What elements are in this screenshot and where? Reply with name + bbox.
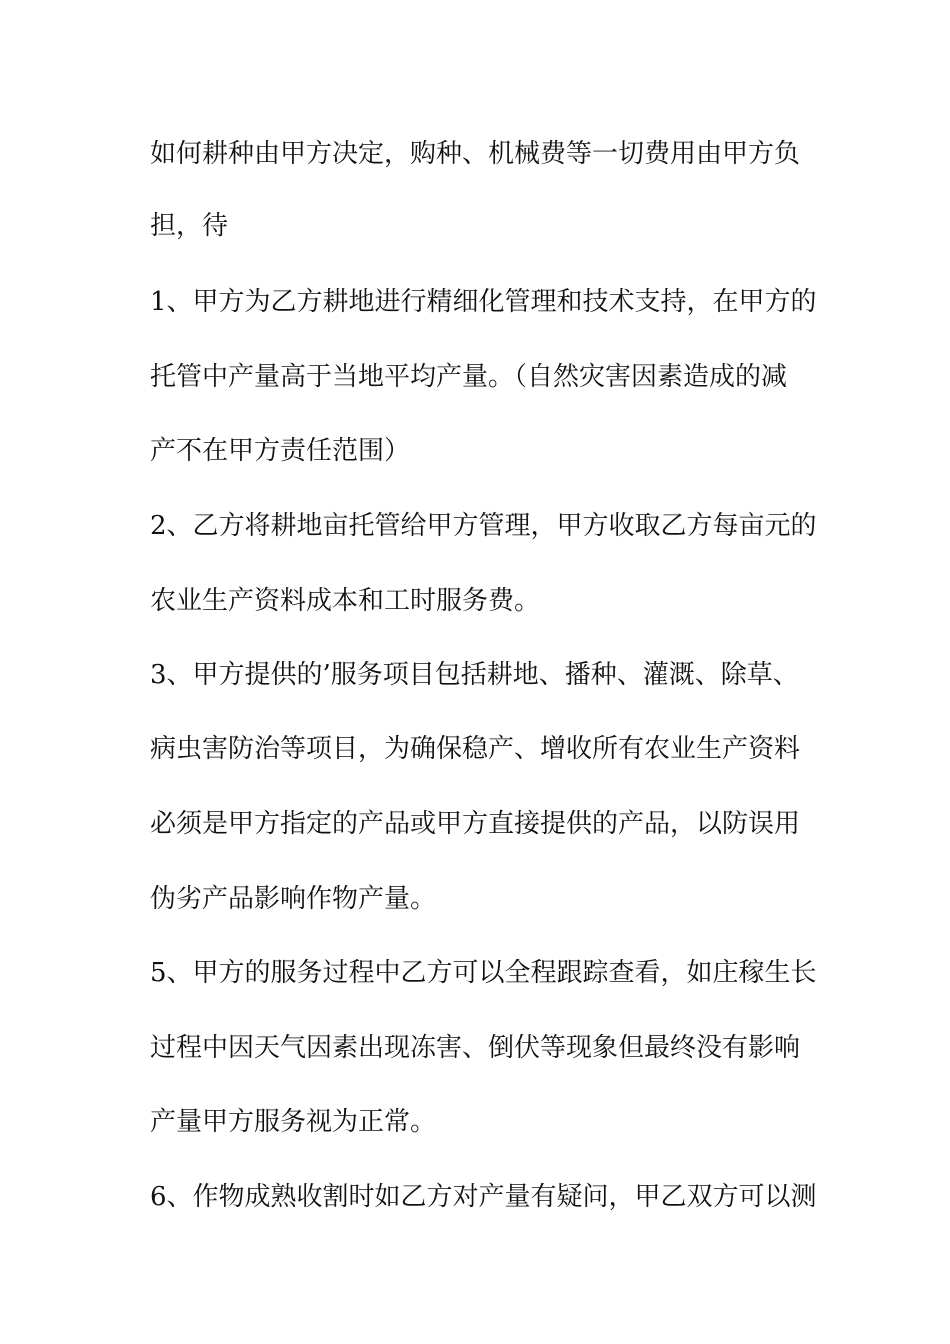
body-text-line: 担，待: [150, 211, 229, 241]
clause-1-line: 1、甲方为乙方耕地进行精细化管理和技术支持，在甲方的: [150, 287, 817, 317]
body-text-line: 伪劣产品影响作物产量。: [150, 884, 437, 914]
body-text-line: 过程中因天气因素出现冻害、倒伏等现象但最终没有影响: [150, 1033, 801, 1063]
clause-6-line: 6、作物成熟收割时如乙方对产量有疑问，甲乙双方可以测: [150, 1182, 817, 1212]
body-text-line: 必须是甲方指定的产品或甲方直接提供的产品，以防误用: [150, 809, 801, 839]
clause-2-line: 2、乙方将耕地亩托管给甲方管理，甲方收取乙方每亩元的: [150, 511, 817, 541]
body-text-line: 托管中产量高于当地平均产量。（自然灾害因素造成的减: [150, 362, 788, 392]
clause-3-line: 3、甲方提供的’服务项目包括耕地、播种、灌溉、除草、: [150, 660, 799, 690]
body-text-line: 产不在甲方责任范围）: [150, 436, 411, 466]
body-text-line: 农业生产资料成本和工时服务费。: [150, 586, 541, 616]
body-text-line: 产量甲方服务视为正常。: [150, 1107, 437, 1137]
body-text-line: 如何耕种由甲方决定，购种、机械费等一切费用由甲方负: [150, 139, 801, 169]
clause-5-line: 5、甲方的服务过程中乙方可以全程跟踪查看，如庄稼生长: [150, 958, 817, 988]
body-text-line: 病虫害防治等项目，为确保稳产、增收所有农业生产资料: [150, 734, 801, 764]
